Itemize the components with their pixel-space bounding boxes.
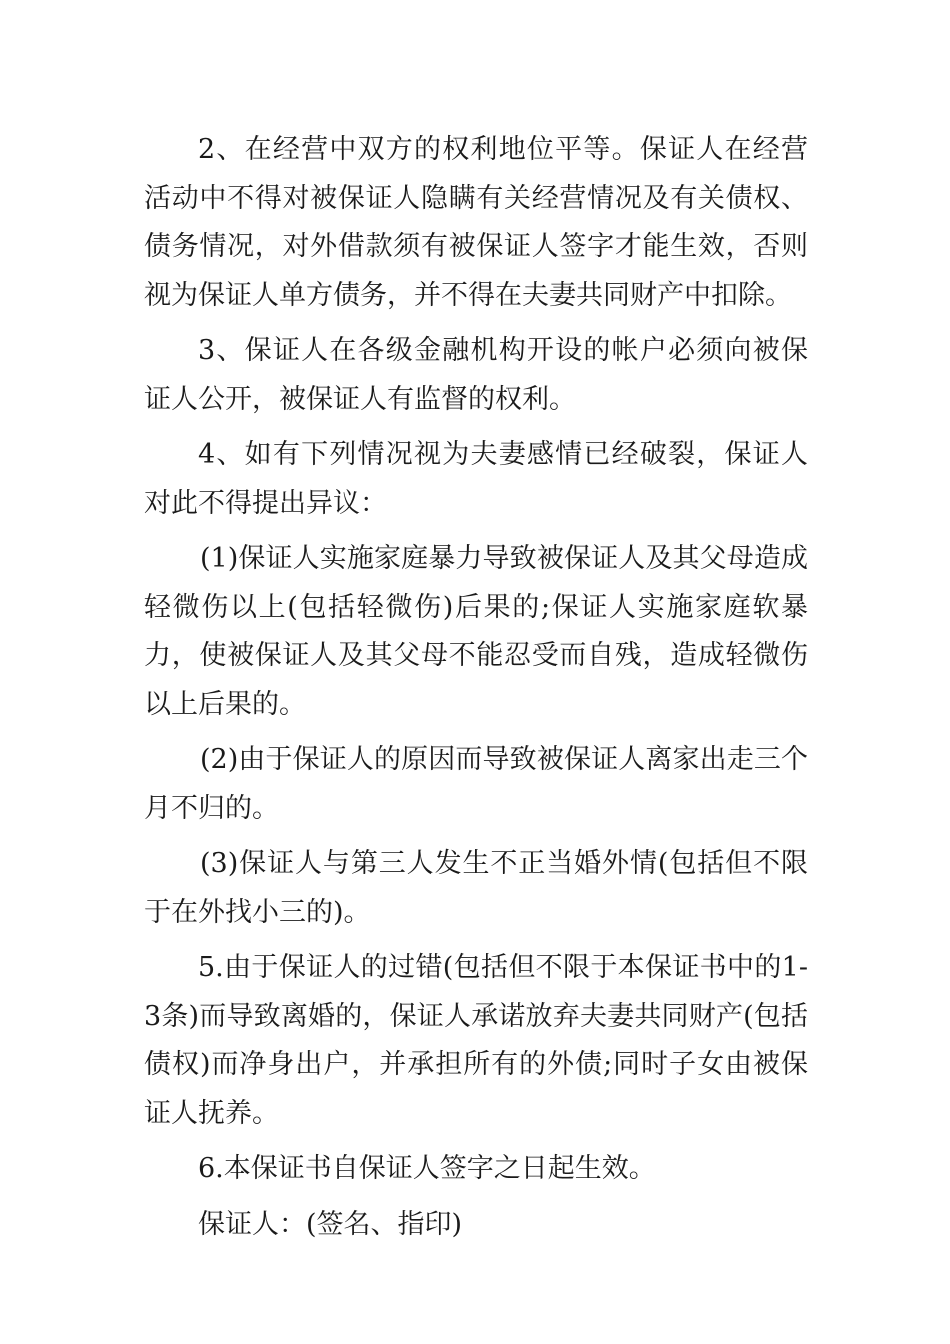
clause-4-item-3: (3)保证人与第三人发生不正当婚外情(包括但不限于在外找小三的)。 [144,848,808,928]
clause-5: 5.由于保证人的过错(包括但不限于本保证书中的1-3条)而导致离婚的，保证人承诺放弃夫妻共同财产(包括债权)而净身出户，并承担所有的外债;同时子女由被保证人抚养。 [144,952,808,1129]
clause-4: 4、如有下列情况视为夫妻感情已经破裂，保证人对此不得提出异议： [144,439,808,519]
document-body [144,126,808,1256]
clause-2: 2、在经营中双方的权利地位平等。保证人在经营活动中不得对被保证人隐瞒有关经营情况及有关债权、债务情况，对外借款须有被保证人签字才能生效，否则视为保证人单方债务，并不得在夫妻共同财产中扣除。 [144,134,808,311]
signature-line: 保证人：(签名、指印) [198,1208,463,1240]
clause-6: 6.本保证书自保证人签字之日起生效。 [198,1153,656,1184]
clause-4-item-2: (2)由于保证人的原因而导致被保证人离家出走三个月不归的。 [144,744,808,824]
clause-4-item-1: (1)保证人实施家庭暴力导致被保证人及其父母造成轻微伤以上(包括轻微伤)后果的;保证人实施家庭软暴力，使被保证人及其父母不能忍受而自残，造成轻微伤以上后果的。 [144,543,808,720]
clause-3: 3、保证人在各级金融机构开设的帐户必须向被保证人公开，被保证人有监督的权利。 [144,335,808,415]
